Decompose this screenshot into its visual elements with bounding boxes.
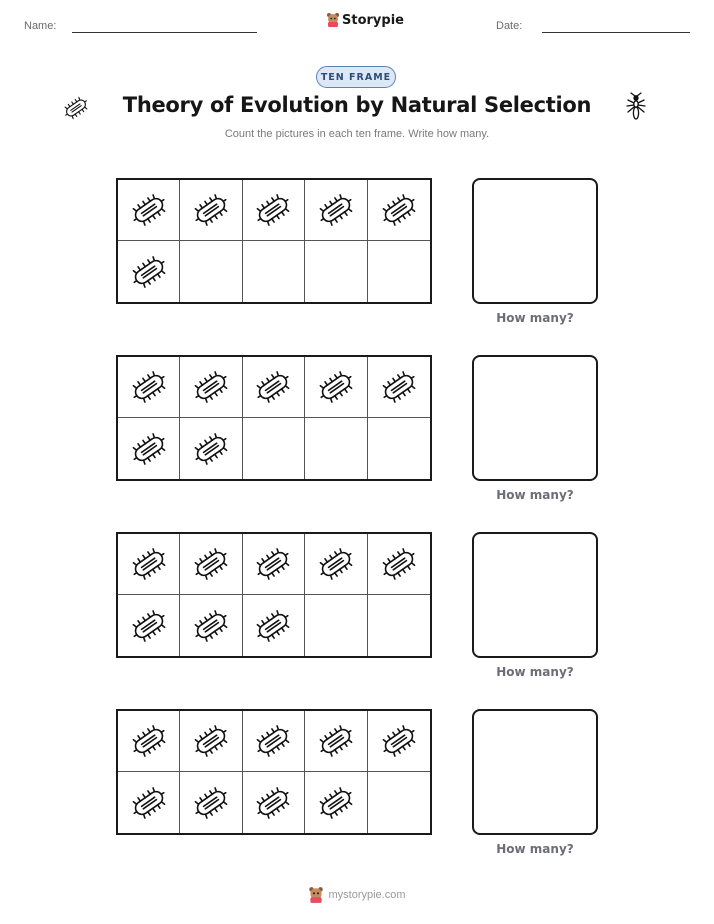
ten-frame	[116, 532, 432, 658]
problem-1	[0, 178, 714, 338]
answer-box[interactable]	[472, 532, 598, 658]
frame-cell	[118, 534, 180, 595]
frame-cell	[180, 180, 242, 241]
how-many-label: How many?	[496, 488, 574, 502]
frame-cell	[243, 595, 305, 656]
frame-cell	[368, 241, 430, 302]
name-line[interactable]	[72, 32, 257, 33]
bacterium-icon	[191, 544, 231, 584]
ten-frame-badge: TEN FRAME	[316, 66, 396, 88]
frame-cell	[243, 711, 305, 772]
brand-name: Storypie	[342, 12, 404, 28]
answer-box[interactable]	[472, 178, 598, 304]
bacterium-icon	[129, 429, 169, 469]
answer-box[interactable]	[472, 355, 598, 481]
ten-frame	[116, 709, 432, 835]
bacterium-icon	[191, 367, 231, 407]
ten-frame	[116, 178, 432, 304]
frame-cell	[180, 772, 242, 833]
frame-cell	[305, 180, 367, 241]
answer-box[interactable]	[472, 709, 598, 835]
frame-cell	[368, 711, 430, 772]
frame-cell	[243, 180, 305, 241]
storypie-logo-icon	[308, 886, 324, 904]
frame-cell	[305, 357, 367, 418]
how-many-label: How many?	[496, 665, 574, 679]
frame-cell	[368, 180, 430, 241]
problem-4	[0, 709, 714, 869]
frame-cell	[180, 534, 242, 595]
problem-3	[0, 532, 714, 692]
bacterium-icon	[253, 783, 293, 823]
how-many-label: How many?	[496, 842, 574, 856]
instructions: Count the pictures in each ten frame. Write how many.	[224, 128, 490, 140]
how-many-label: How many?	[496, 311, 574, 325]
date-label: Date:	[496, 20, 523, 32]
bacterium-icon	[316, 721, 356, 761]
frame-cell	[368, 772, 430, 833]
frame-cell	[305, 241, 367, 302]
bacterium-icon	[129, 190, 169, 230]
bacterium-icon	[129, 544, 169, 584]
frame-cell	[180, 241, 242, 302]
frame-cell	[305, 772, 367, 833]
frame-cell	[368, 418, 430, 479]
frame-cell	[305, 595, 367, 656]
bacterium-icon	[129, 252, 169, 292]
frame-cell	[180, 711, 242, 772]
frame-cell	[118, 595, 180, 656]
frame-cell	[305, 711, 367, 772]
frame-cell	[368, 357, 430, 418]
frame-cell	[368, 595, 430, 656]
frame-cell	[180, 418, 242, 479]
bacterium-icon	[379, 190, 419, 230]
footer	[0, 886, 714, 904]
page-title: Theory of Evolution by Natural Selection	[122, 93, 592, 117]
frame-cell	[118, 357, 180, 418]
ten-frame	[116, 355, 432, 481]
problem-2	[0, 355, 714, 515]
frame-cell	[243, 241, 305, 302]
brand	[326, 12, 404, 28]
footer-url[interactable]: mystorypie.com	[328, 889, 406, 901]
frame-cell	[243, 772, 305, 833]
bacterium-icon	[191, 783, 231, 823]
name-label: Name:	[24, 20, 57, 32]
bacterium-icon	[191, 721, 231, 761]
bacterium-icon	[253, 606, 293, 646]
frame-cell	[243, 357, 305, 418]
bacterium-icon	[316, 783, 356, 823]
bacterium-icon	[253, 367, 293, 407]
bacterium-icon	[129, 367, 169, 407]
bacterium-icon	[316, 190, 356, 230]
bacterium-icon	[129, 606, 169, 646]
bacterium-icon	[253, 721, 293, 761]
bacterium-icon	[316, 367, 356, 407]
frame-cell	[305, 418, 367, 479]
bacterium-icon	[129, 783, 169, 823]
frame-cell	[118, 711, 180, 772]
frame-cell	[180, 595, 242, 656]
bacterium-icon	[379, 367, 419, 407]
bacterium-icon	[379, 544, 419, 584]
frame-cell	[180, 357, 242, 418]
frame-cell	[305, 534, 367, 595]
storypie-logo-icon	[326, 12, 340, 28]
frame-cell	[368, 534, 430, 595]
frame-cell	[118, 418, 180, 479]
frame-cell	[243, 418, 305, 479]
frame-cell	[118, 772, 180, 833]
bacterium-icon	[129, 721, 169, 761]
bacterium-icon	[253, 190, 293, 230]
frame-cell	[118, 180, 180, 241]
frame-cell	[118, 241, 180, 302]
frame-cell	[243, 534, 305, 595]
date-line[interactable]	[542, 32, 690, 33]
bacterium-icon	[191, 190, 231, 230]
bacterium-icon	[253, 544, 293, 584]
bacterium-icon	[316, 544, 356, 584]
insect-icon	[624, 92, 648, 122]
bacterium-icon	[191, 429, 231, 469]
bacterium-icon	[191, 606, 231, 646]
bacterium-icon	[379, 721, 419, 761]
bacterium-icon	[60, 94, 92, 122]
